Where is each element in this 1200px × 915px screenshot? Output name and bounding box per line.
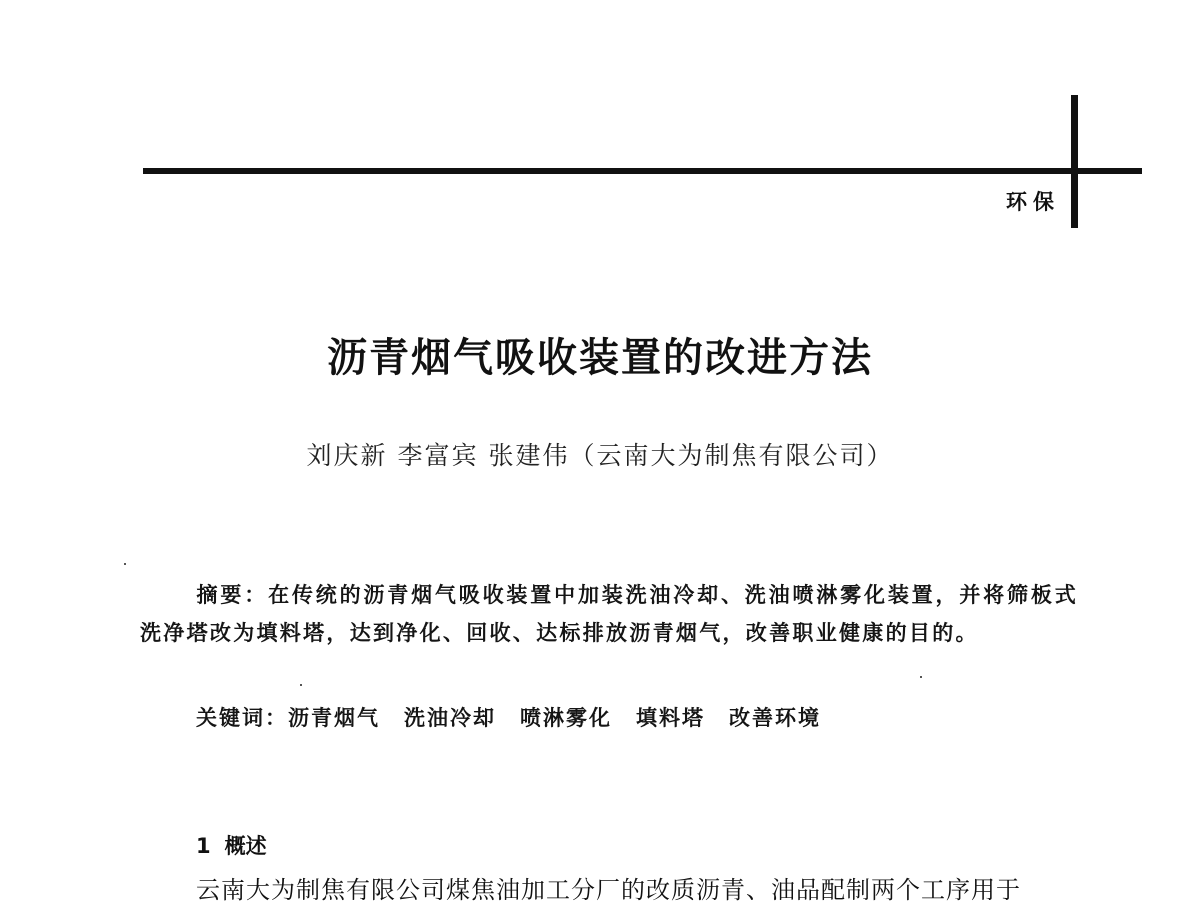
body-paragraph-line: 云南大为制焦有限公司煤焦油加工分厂的改质沥青、油品配制两个工序用于	[196, 876, 1021, 904]
section-tag: 环保	[1006, 190, 1060, 214]
keyword-item: 改善环境	[729, 705, 821, 730]
keyword-item: 填料塔	[636, 705, 705, 730]
scan-speck	[124, 563, 126, 565]
article-title: 沥青烟气吸收装置的改进方法	[327, 334, 873, 381]
keywords-line	[196, 702, 845, 732]
header-rule-vertical	[1071, 95, 1078, 228]
abstract-paragraph	[140, 576, 1078, 652]
article-byline: 刘庆新 李富宾 张建伟（云南大为制焦有限公司）	[306, 441, 894, 470]
section-title: 概述	[224, 834, 267, 858]
section-number: 1	[196, 834, 211, 858]
scan-speck	[300, 684, 302, 686]
keyword-item: 喷淋雾化	[520, 705, 612, 730]
scan-speck	[920, 676, 922, 678]
header-rule-horizontal	[143, 168, 1142, 174]
abstract-text: 在传统的沥青烟气吸收装置中加装洗油冷却、洗油喷淋雾化装置，并将筛板式洗净塔改为填料塔，达到净化、回收、达标排放沥青烟气，改善职业健康的目的。	[140, 582, 1078, 645]
keyword-item: 洗油冷却	[404, 705, 496, 730]
keyword-item: 沥青烟气	[288, 705, 380, 730]
abstract-label: 摘要：	[196, 582, 269, 607]
keywords-label: 关键词：	[196, 705, 288, 730]
section-heading	[196, 830, 267, 860]
